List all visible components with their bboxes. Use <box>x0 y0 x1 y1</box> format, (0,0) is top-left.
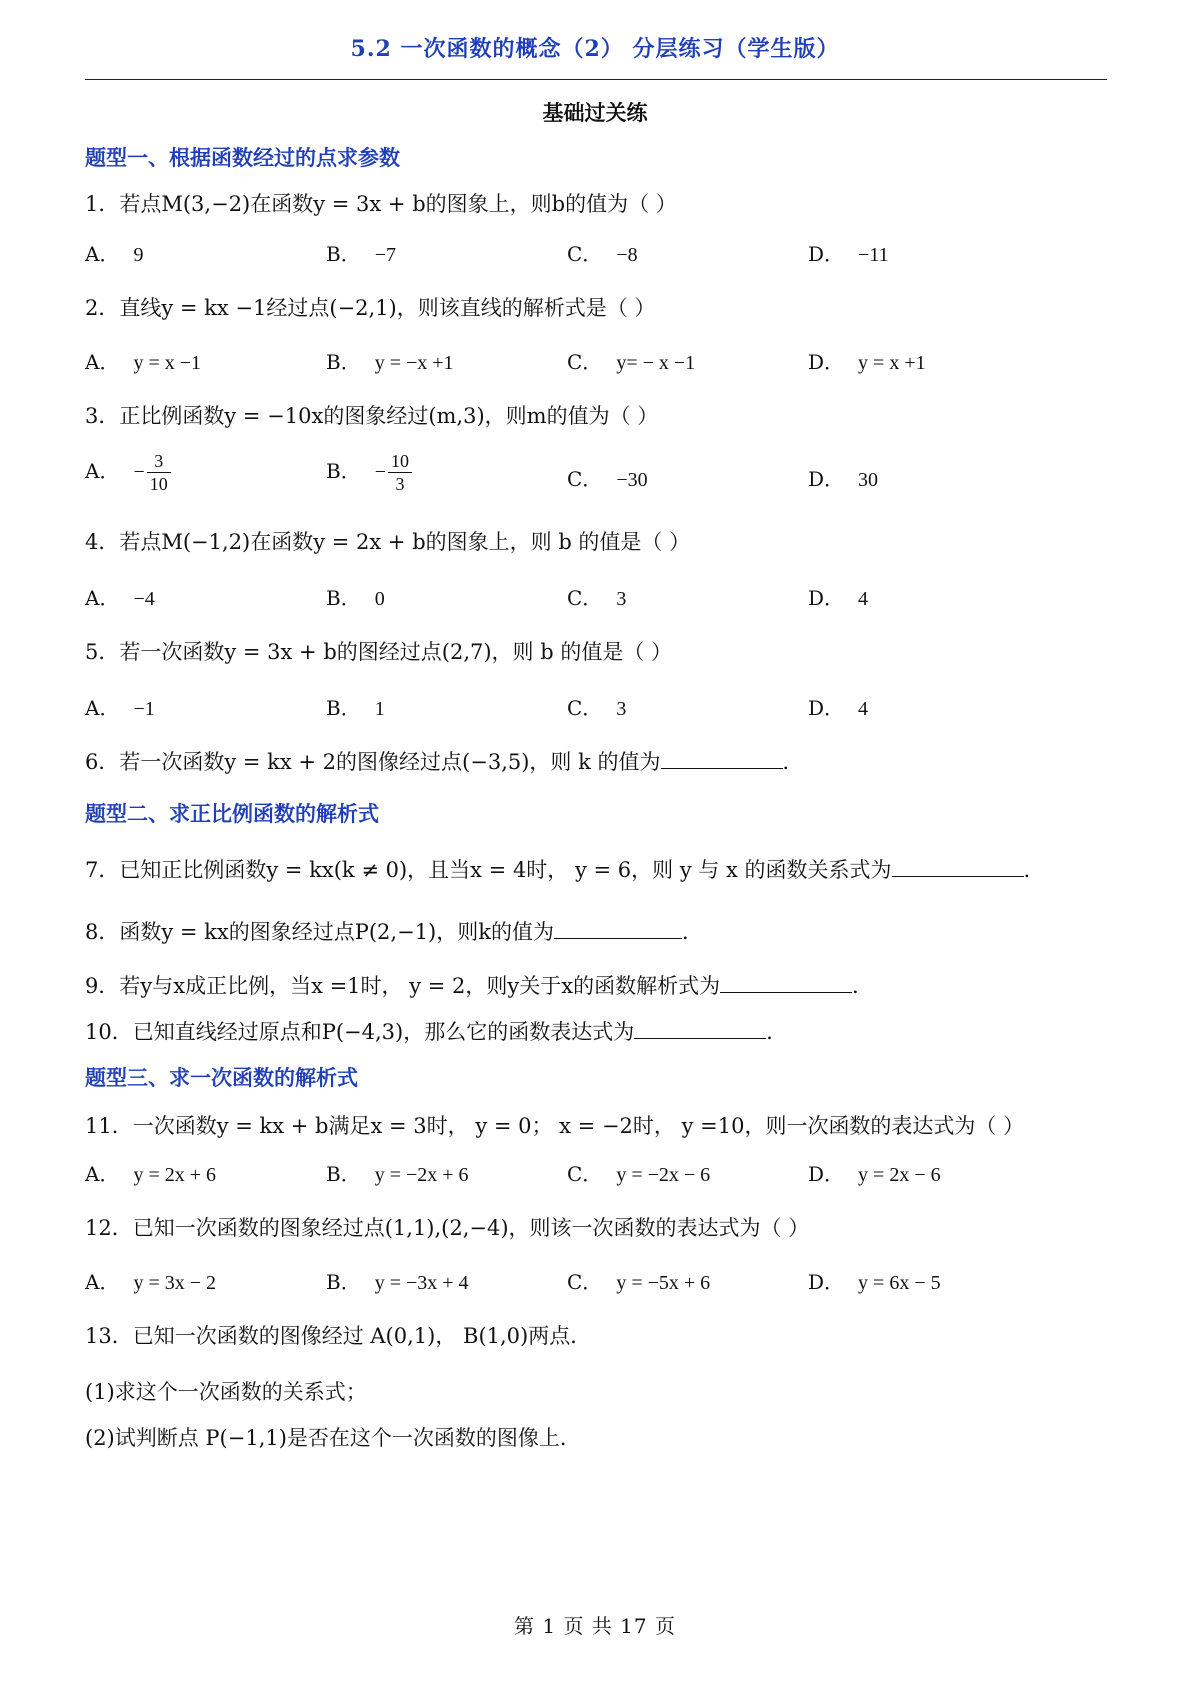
answer-blank[interactable] <box>634 1018 766 1039</box>
fraction: $\frac{10}{3}$ <box>388 450 412 495</box>
question-1: 1．若点M(3,−2)在函数y = 3x + b的图象上，则b的值为（ ） <box>85 192 677 216</box>
q11-option-c: C． y = −2x − 6 <box>567 1162 711 1186</box>
q11-option-d: D． y = 2x − 6 <box>808 1162 941 1186</box>
q11-option-b: B． y = −2x + 6 <box>326 1162 469 1186</box>
q3-option-b: B． − $\frac{10}{3}$ <box>326 450 414 495</box>
q11-option-a: A． y = 2x + 6 <box>85 1162 217 1186</box>
question-7: 7．已知正比例函数y = kx(k ≠ 0)，且当x = 4时， y = 6，则 y 与 x 的函数关系式为 ． <box>85 858 1045 882</box>
answer-blank[interactable] <box>554 918 682 939</box>
question-13: 13．已知一次函数的图像经过 A(0,1)， B(1,0)两点． <box>85 1324 592 1348</box>
section-title-1: 题型一、根据函数经过的点求参数 <box>85 145 400 170</box>
q2-option-d: D． y = x +1 <box>808 350 926 374</box>
q12-option-c: C． y = −5x + 6 <box>567 1270 711 1294</box>
q3-option-c: C． −30 <box>567 467 648 491</box>
fraction: $\frac{3}{10}$ <box>147 450 171 495</box>
answer-blank[interactable] <box>720 972 852 993</box>
q12-option-b: B． y = −3x + 4 <box>326 1270 469 1294</box>
q2-option-c: C． y= − x −1 <box>567 350 696 374</box>
q13-part-1: (1)求这个一次函数的关系式； <box>85 1380 367 1404</box>
q5-option-d: D． 4 <box>808 696 869 720</box>
question-9: 9．若y与x成正比例，当x =1时， y = 2，则y关于x的函数解析式为 ． <box>85 974 874 998</box>
q4-option-b: B． 0 <box>326 586 385 610</box>
q5-option-b: B． 1 <box>326 696 385 720</box>
q4-option-d: D． 4 <box>808 586 869 610</box>
q2-option-a: A． y = x −1 <box>85 350 202 374</box>
answer-blank[interactable] <box>892 856 1024 877</box>
question-10: 10．已知直线经过原点和P(−4,3)，那么它的函数表达式为 ． <box>85 1020 788 1044</box>
header-divider <box>85 79 1107 80</box>
q3-option-a: A． − $\frac{3}{10}$ <box>85 450 173 495</box>
q12-option-a: A． y = 3x − 2 <box>85 1270 217 1294</box>
q4-option-a: A． −4 <box>85 586 155 610</box>
q1-option-a: A． 9 <box>85 242 144 266</box>
section-title-3: 题型三、求一次函数的解析式 <box>85 1065 358 1090</box>
question-4: 4．若点M(−1,2)在函数y = 2x + b的图象上，则 b 的值是（ ） <box>85 530 691 554</box>
question-6: 6．若一次函数y = kx + 2的图像经过点(−3,5)，则 k 的值为 ． <box>85 750 804 774</box>
level-title: 基础过关练 <box>542 100 648 125</box>
q12-option-d: D． y = 6x − 5 <box>808 1270 941 1294</box>
q2-option-b: B． y = −x +1 <box>326 350 454 374</box>
question-5: 5．若一次函数y = 3x + b的图经过点(2,7)，则 b 的值是（ ） <box>85 640 673 664</box>
q4-option-c: C． 3 <box>567 586 627 610</box>
q5-option-a: A． −1 <box>85 696 155 720</box>
q1-option-c: C． −8 <box>567 242 638 266</box>
q5-option-c: C． 3 <box>567 696 627 720</box>
answer-blank[interactable] <box>661 748 783 769</box>
q13-part-2: (2)试判断点 P(−1,1)是否在这个一次函数的图像上． <box>85 1426 581 1450</box>
page-number: 第 1 页 共 17 页 <box>514 1614 676 1638</box>
q3-option-d: D． 30 <box>808 467 879 491</box>
question-11: 11．一次函数y = kx + b满足x = 3时， y = 0； x = −2时， y =10，则一次函数的表达式为（ ） <box>85 1114 1025 1138</box>
q1-option-d: D． −11 <box>808 242 889 266</box>
question-12: 12．已知一次函数的图象经过点(1,1),(2,−4)，则该一次函数的表达式为（ ） <box>85 1216 810 1240</box>
section-title-2: 题型二、求正比例函数的解析式 <box>85 801 379 826</box>
q1-option-b: B． −7 <box>326 242 396 266</box>
question-8: 8．函数y = kx的图象经过点P(2,−1)，则k的值为 ． <box>85 920 703 944</box>
question-2: 2．直线y = kx −1经过点(−2,1)，则该直线的解析式是（ ） <box>85 296 656 320</box>
page-title: 5.2 一次函数的概念（2） 分层练习（学生版） <box>350 36 840 62</box>
question-3: 3．正比例函数y = −10x的图象经过(m,3)，则m的值为（ ） <box>85 404 659 428</box>
